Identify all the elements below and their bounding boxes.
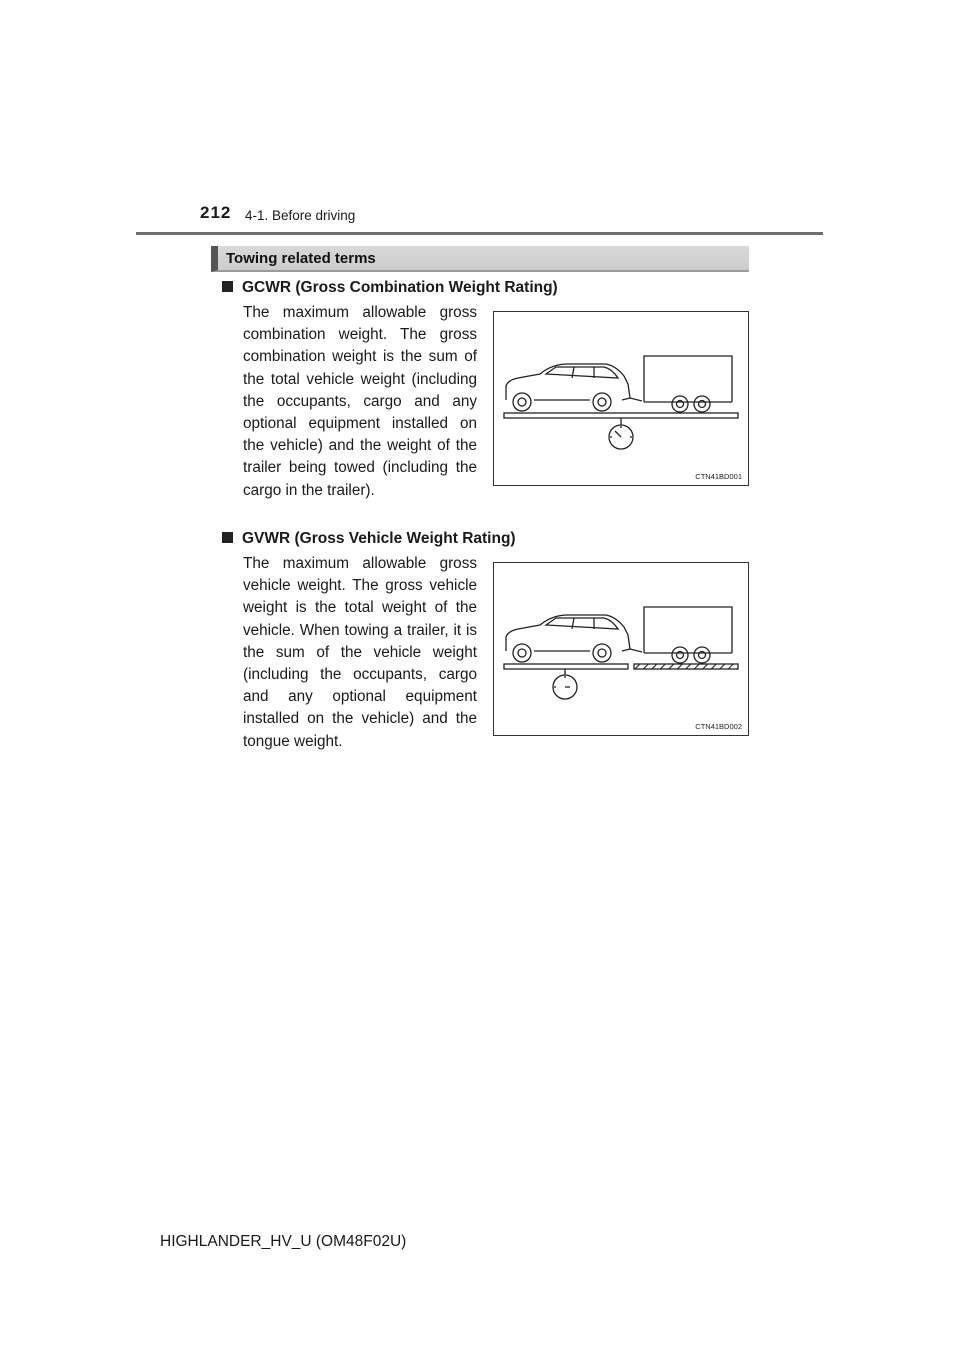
figure-gcwr	[493, 311, 749, 486]
section-title: Towing related terms	[226, 250, 376, 267]
term-heading-text: GVWR (Gross Vehicle Weight Rating)	[242, 530, 516, 547]
square-bullet-icon	[222, 281, 233, 292]
square-bullet-icon	[222, 532, 233, 543]
term-heading-text: GCWR (Gross Combination Weight Rating)	[242, 279, 558, 296]
gvwr-illustration	[494, 563, 748, 735]
term-body-gcwr: The maximum allowable gross combination weight. The gross combination weight is the sum of the total vehicle weight (including the occupants, cargo and any optional equipment installed on the vehicle) and the weight of the trailer being towed (including the cargo in the trailer).	[243, 304, 477, 499]
chapter-title: 4-1. Before driving	[245, 208, 356, 223]
page-number: 212	[200, 203, 232, 222]
term-body-gvwr: The maximum allowable gross vehicle weight. The gross vehicle weight is the total weight of the vehicle. When towing a trailer, it is the sum of the vehicle weight (including the occupants, cargo and any optional equipment installed on the vehicle) and the tongue weight.	[243, 555, 477, 750]
figure-code: CTN41BD002	[695, 722, 742, 731]
term-heading-gcwr	[222, 279, 558, 297]
header-divider	[136, 232, 823, 235]
figure-gvwr	[493, 562, 749, 736]
term-heading-gvwr	[222, 530, 516, 548]
figure-code: CTN41BD001	[695, 472, 742, 481]
section-title-bar	[211, 246, 749, 272]
gcwr-illustration	[494, 312, 748, 485]
footer-document-id: HIGHLANDER_HV_U (OM48F02U)	[160, 1233, 407, 1250]
